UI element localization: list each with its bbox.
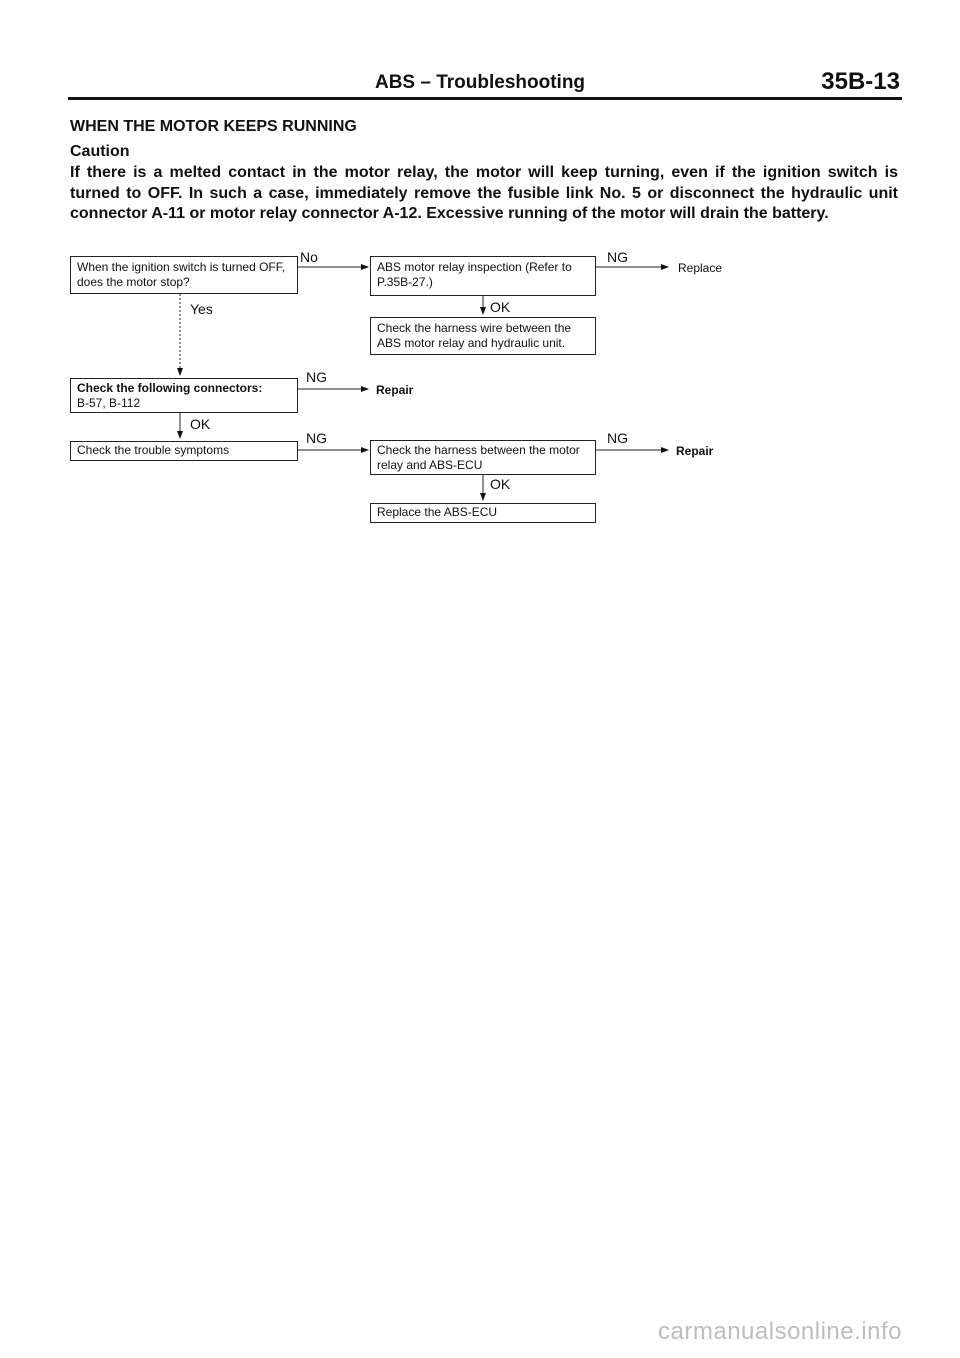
label-ng-symptoms: NG [306, 430, 327, 446]
result-replace: Replace [678, 261, 723, 275]
harness-wire-line-1: Check the harness wire between the [377, 321, 572, 335]
check-harness-ecu-box [370, 440, 596, 475]
section-title: WHEN THE MOTOR KEEPS RUNNING [70, 118, 357, 135]
harness-ecu-line-2: relay and ABS-ECU [377, 458, 483, 472]
caution-text: If there is a melted contact in the motor relay, the motor will keep turning, even if the ignition switch is turned to OFF. In such a case, immediately remove the fusible link No. 5 or disconnect the hydraulic unit connector A-11 or motor relay connector A-12. Excessive running of the motor will drain the battery. [70, 164, 898, 222]
relay-inspection-line-1: ABS motor relay inspection (Refer to [377, 260, 572, 274]
connectors-line-2: B-57, B-112 [77, 396, 141, 410]
check-connectors-box [70, 378, 298, 413]
label-no: No [300, 249, 318, 265]
result-repair-connectors: Repair [376, 383, 414, 397]
relay-inspection-line-2: P.35B-27.) [377, 275, 433, 289]
label-ok-harness-ecu: OK [490, 476, 511, 492]
replace-ecu-line-1: Replace the ABS-ECU [377, 505, 498, 519]
result-repair-harness: Repair [676, 444, 714, 458]
label-ng-harness-ecu: NG [607, 430, 628, 446]
page-number: 35B-13 [821, 68, 900, 95]
symptoms-line-1: Check the trouble symptoms [77, 443, 230, 457]
question-line-1: When the ignition switch is turned OFF, [77, 260, 286, 274]
check-harness-wire-box [370, 317, 596, 355]
question-motor-stop-box [70, 256, 298, 294]
caution-heading: Caution [70, 143, 130, 160]
watermark: carmanualsonline.info [658, 1318, 902, 1345]
replace-ecu-box [370, 503, 596, 523]
label-ok-relay: OK [490, 299, 511, 315]
label-ng-connectors: NG [306, 369, 327, 385]
question-line-2: does the motor stop? [77, 275, 190, 289]
label-ok-connectors: OK [190, 416, 211, 432]
label-ng-relay: NG [607, 249, 628, 265]
label-yes: Yes [190, 301, 213, 317]
relay-inspection-box [370, 256, 596, 296]
connectors-line-1: Check the following connectors: [77, 381, 263, 395]
check-symptoms-box [70, 441, 298, 461]
harness-wire-line-2: ABS motor relay and hydraulic unit. [377, 336, 566, 350]
page-header-title: ABS – Troubleshooting [374, 72, 586, 93]
harness-ecu-line-1: Check the harness between the motor [377, 443, 580, 457]
